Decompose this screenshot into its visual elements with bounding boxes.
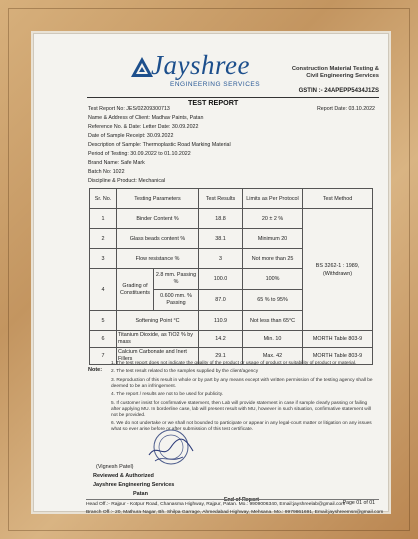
row-limit: 100%	[243, 269, 303, 290]
row-result: 18.8	[199, 209, 243, 229]
row-result: 100.0	[199, 269, 243, 290]
row-sr: 3	[90, 249, 117, 269]
logo-subtitle: ENGINEERING SERVICES	[170, 81, 261, 88]
client-name: Name & Address of Client: Madhav Paints, Patan	[88, 115, 204, 121]
header-results: Test Results	[199, 189, 243, 209]
report-title: TEST REPORT	[188, 98, 239, 107]
row-parameter: Flow resistance %	[117, 249, 199, 269]
row-parameter: Binder Content %	[117, 209, 199, 229]
sample-receipt-date: Date of Sample Receipt: 30.09.2022	[88, 133, 174, 139]
gstin-number: GSTIN :- 24APEPP5434J1ZS	[298, 88, 379, 94]
note-item: 2. The test result related to the samples supplied by the client/agency	[111, 369, 259, 375]
tagline-line-2: Civil Engineering Services	[306, 73, 379, 79]
row-limit: Not less than 65°C	[243, 311, 303, 331]
head-office-address: Head Off.:- Rajpur - Kotpur Road, Chanasma Highway, Rajpur, Patan. Mo.: 9909006340, Email:jayshreelab@gmail.com	[86, 502, 346, 507]
row-result: 110.9	[199, 311, 243, 331]
row-result: 29.1	[199, 348, 243, 365]
discipline-product: Discipline & Product: Mechanical	[88, 178, 166, 184]
report-number: Test Report No: JES/02209300713	[88, 106, 170, 112]
header-limits: Limits as Per Protocol	[243, 189, 303, 209]
end-of-report: End of Report	[224, 497, 260, 503]
header-sr-no: Sr. No.	[90, 189, 117, 209]
row-parameter: Glass beads content %	[117, 229, 199, 249]
row-limit: Not more than 25	[243, 249, 303, 269]
signatory-place: Patan	[133, 491, 148, 497]
page-number: Page 01 of 01	[342, 500, 375, 506]
header-method: Test Method	[303, 189, 373, 209]
testing-period: Period of Testing: 30.09.2022 to 01.10.2022	[88, 151, 191, 157]
row-result: 38.1	[199, 229, 243, 249]
row-method: MORTH Table 803-9	[303, 348, 373, 365]
footer-divider	[86, 499, 379, 500]
notes-label: Note:	[88, 367, 103, 373]
note-item: 1. The test report does not indicate the quality of the product or usage of product or suitability of product or material.	[111, 361, 357, 366]
row-limit: Max. 42	[243, 348, 303, 365]
signatory-company: Jayshree Engineering Services	[93, 482, 175, 488]
signatory-role: Reviewed & Authorized	[93, 473, 154, 479]
row-sr: 6	[90, 331, 117, 348]
note-item: 3. Reproduction of this result in whole or by part by any means except with written permission of the testing agency shall be deemed to be an infringement.	[111, 377, 373, 389]
results-table	[89, 188, 373, 365]
report-date: Report Date: 03.10.2022	[316, 106, 375, 112]
row-parameter: Titanium Dioxide, as TiO2 % by mass	[117, 331, 199, 348]
row-parameter: Softening Point °C	[117, 311, 199, 331]
row-sr: 7	[90, 348, 117, 365]
row-result: 3	[199, 249, 243, 269]
row-limit: 65 % to 95%	[243, 290, 303, 311]
table-row	[90, 209, 373, 229]
table-row	[90, 331, 373, 348]
logo-text: Jayshree	[151, 50, 250, 80]
test-report-document	[33, 33, 389, 515]
company-tagline	[259, 66, 379, 80]
row-parameter: Calcium Carbonate and Inert Fillers	[117, 348, 199, 365]
row-sr: 5	[90, 311, 117, 331]
row-sr: 4	[90, 269, 117, 311]
reference-number: Reference No. & Date: Letter Date: 30.09.2022	[88, 124, 199, 130]
row-result: 14.2	[199, 331, 243, 348]
row-subparameter: 2.8 mm. Passing %	[154, 269, 199, 290]
row-limit: Min. 10	[243, 331, 303, 348]
row-limit: Minimum 20	[243, 229, 303, 249]
header-parameters: Testing Parameters	[117, 189, 199, 209]
method-group: BS 3262-1 : 1989, (Withdrawn)	[303, 209, 373, 331]
note-item: 4. The report / results are not to be used for publicity.	[111, 392, 224, 398]
row-parameter: Grading of Constituents	[117, 269, 154, 311]
signatory-name: (Vignesh Patel)	[96, 464, 134, 470]
row-subparameter: 0.600 mm. % Passing	[154, 290, 199, 311]
row-result: 87.0	[199, 290, 243, 311]
row-method: MORTH Table 803-9	[303, 331, 373, 348]
batch-number: Batch No: 1022	[88, 169, 125, 175]
sample-description: Description of Sample: Thermoplastic Road Marking Material	[88, 142, 231, 148]
table-header-row	[90, 189, 373, 209]
brand-name: Brand Name: Safe Mark	[88, 160, 145, 166]
branch-office-address: Branch Off.:- 20, Mathura Nagar, Bh. Shilpa Garrage, Ahmedabad Highway, Mehsana. Mo.: 9979861691, Email:jayshreemsn@gmail.com	[86, 510, 384, 515]
note-item: 6. We do not undertake or we shall not bounded to participate or appear in any legal-court matter or litigation on any issues what so ever arise before or after submission of this test certificate.	[111, 421, 372, 433]
signature-stamp-icon	[141, 425, 201, 475]
row-sr: 2	[90, 229, 117, 249]
note-item: 5. If customer insist for confirmative statement, then Lab will provide statement in case if sample clearly passing or failing after applying MU. In borderline case, lab will present result with MU, however in such situation, confirmative statement will not be provided.	[111, 400, 371, 418]
row-sr: 1	[90, 209, 117, 229]
row-limit: 20 ± 2 %	[243, 209, 303, 229]
tagline-line-1: Construction Material Testing &	[291, 66, 379, 72]
